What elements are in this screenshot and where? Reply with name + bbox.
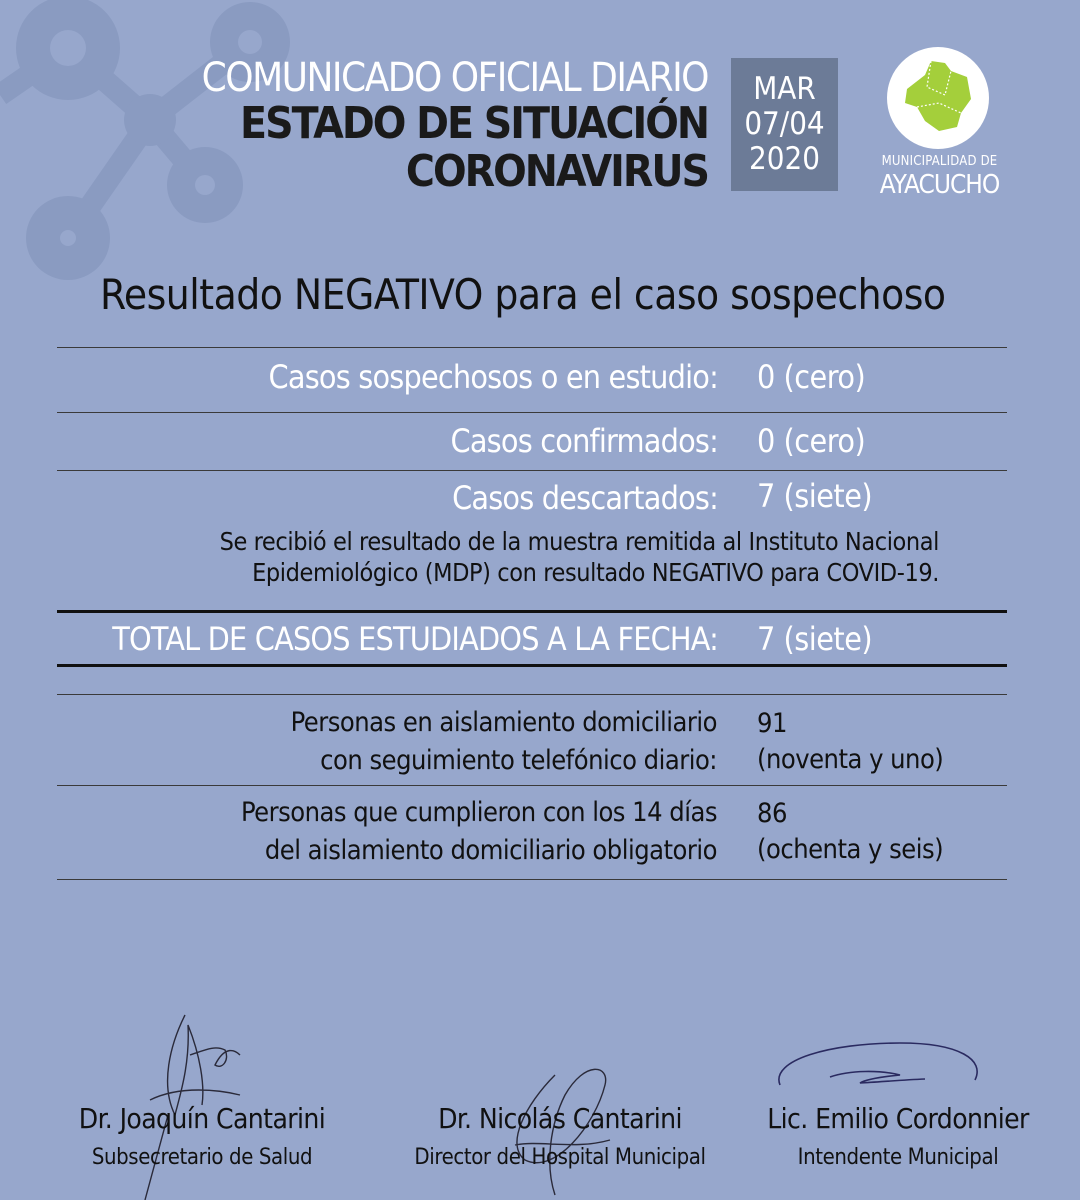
signature-name-3: Lic. Emilio Cordonnier bbox=[767, 1102, 1029, 1135]
signature-role-3: Intendente Municipal bbox=[797, 1145, 999, 1170]
isolation-value-current-number: 91 bbox=[757, 708, 787, 739]
total-label: TOTAL DE CASOS ESTUDIADOS A LA FECHA: bbox=[112, 620, 718, 658]
isolation-label-completed-line1: Personas que cumplieron con los 14 días bbox=[240, 797, 717, 828]
signature-role-2: Director del Hospital Municipal bbox=[414, 1145, 706, 1170]
divider-thick bbox=[57, 664, 1007, 667]
ayacucho-map-icon bbox=[887, 47, 989, 149]
isolation-label-completed bbox=[241, 794, 717, 870]
divider-thick bbox=[57, 610, 1007, 613]
divider bbox=[57, 785, 1007, 786]
date-weekday: MAR bbox=[753, 71, 816, 107]
stat-label-discarded: Casos descartados: bbox=[452, 479, 718, 517]
isolation-label-completed-line2: del aislamiento domiciliario obligatorio bbox=[264, 835, 717, 866]
isolation-value-current bbox=[757, 706, 943, 778]
header-line1: COMUNICADO OFICIAL DIARIO bbox=[201, 55, 708, 101]
divider bbox=[57, 412, 1007, 413]
divider bbox=[57, 879, 1007, 880]
note-line2: Epidemiológico (MDP) con resultado NEGATIVO para COVID-19. bbox=[252, 558, 939, 587]
stat-value-discarded: 7 (siete) bbox=[757, 477, 873, 515]
stat-value-suspected: 0 (cero) bbox=[757, 358, 866, 396]
header-line2: ESTADO DE SITUACIÓN bbox=[240, 98, 708, 149]
isolation-value-current-words: (noventa y uno) bbox=[757, 744, 944, 775]
divider bbox=[57, 470, 1007, 471]
stat-value-confirmed: 0 (cero) bbox=[757, 422, 866, 460]
header-line3: CORONAVIRUS bbox=[405, 146, 708, 197]
stat-label-suspected: Casos sospechosos o en estudio: bbox=[268, 358, 718, 396]
isolation-label-current bbox=[291, 704, 717, 780]
date-year: 2020 bbox=[749, 141, 820, 177]
logo-caption-bottom: AYACUCHO bbox=[879, 170, 1000, 200]
page-headline: Resultado NEGATIVO para el caso sospechoso bbox=[100, 270, 946, 319]
divider bbox=[57, 347, 1007, 348]
lab-result-note bbox=[220, 526, 939, 588]
signature-3-scribble bbox=[770, 1035, 985, 1105]
divider bbox=[57, 694, 1007, 695]
signature-role-1: Subsecretario de Salud bbox=[91, 1145, 313, 1170]
isolation-value-completed bbox=[757, 796, 943, 868]
isolation-value-completed-number: 86 bbox=[757, 798, 787, 829]
municipality-logo bbox=[887, 47, 989, 149]
isolation-label-current-line1: Personas en aislamiento domiciliario bbox=[290, 707, 717, 738]
total-value: 7 (siete) bbox=[757, 620, 873, 658]
header-title-block bbox=[201, 55, 708, 197]
date-day-month: 07/04 bbox=[744, 106, 825, 142]
note-line1: Se recibió el resultado de la muestra remitida al Instituto Nacional bbox=[219, 527, 939, 556]
isolation-value-completed-words: (ochenta y seis) bbox=[757, 834, 944, 865]
logo-caption-top: MUNICIPALIDAD DE bbox=[881, 154, 998, 169]
signature-name-1: Dr. Joaquín Cantarini bbox=[78, 1102, 326, 1135]
signature-name-2: Dr. Nicolás Cantarini bbox=[438, 1102, 682, 1135]
isolation-label-current-line2: con seguimiento telefónico diario: bbox=[320, 745, 717, 776]
date-badge bbox=[731, 58, 838, 191]
stat-label-confirmed: Casos confirmados: bbox=[450, 422, 718, 460]
